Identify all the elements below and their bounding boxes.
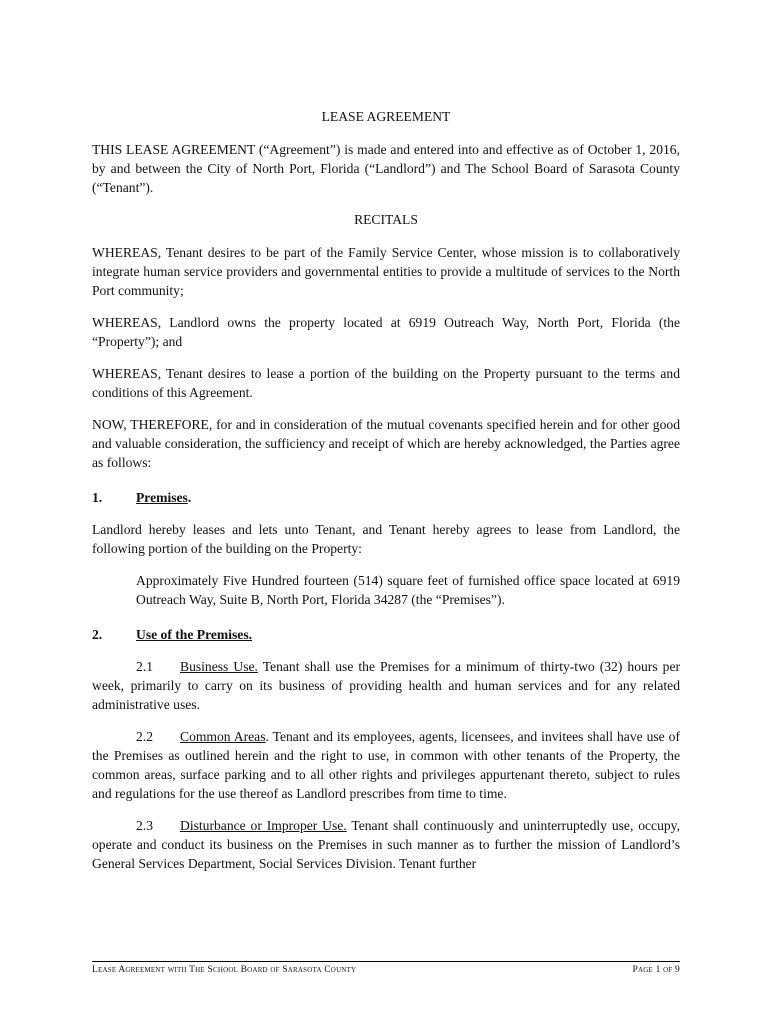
subsection-2-2-title: Common Areas xyxy=(180,729,266,744)
footer-page-number: Page 1 of 9 xyxy=(632,965,680,975)
document-title: LEASE AGREEMENT xyxy=(321,109,451,124)
subsection-2-3 xyxy=(92,816,680,873)
subsection-2-3-number: 2.3 xyxy=(136,818,153,833)
subsection-2-1-body: Tenant shall use the Premises for a minimum of thirty-two (32) hours per week, primarily to carry on its business of providing health and human services and for any related administrative uses. xyxy=(92,659,681,712)
footer-document-title: Lease Agreement with The School Board of Sarasota County xyxy=(92,965,357,975)
subsection-2-2-number: 2.2 xyxy=(136,729,153,744)
subsection-2-3-body: Tenant shall continuously and uninterruptedly use, occupy, operate and conduct its business on the Premises in such manner as to further the mission of Landlord’s General Services Department, Social Services Division. Tenant further xyxy=(92,818,680,871)
premises-description-block: Approximately Five Hundred fourteen (514) square feet of furnished office space located at 6919 Outreach Way, Suite B, North Port, Florida 34287 (the “Premises”). xyxy=(136,573,680,607)
section-2-heading xyxy=(92,625,680,644)
subsection-2-2 xyxy=(92,727,680,803)
section-2-title: Use of the Premises. xyxy=(136,627,253,642)
section-1-number: 1. xyxy=(92,490,103,505)
whereas-paragraph-3: WHEREAS, Tenant desires to lease a portion of the building on the Property pursuant to the terms and conditions of this Agreement. xyxy=(92,366,680,400)
intro-paragraph: THIS LEASE AGREEMENT (“Agreement”) is made and entered into and effective as of October 1, 2016, by and between the City of North Port, Florida (“Landlord”) and The School Board of Sarasota County (“Tenant”). xyxy=(92,142,680,195)
subsection-2-3-title: Disturbance or Improper Use. xyxy=(180,818,347,833)
recitals-heading: RECITALS xyxy=(354,212,418,227)
whereas-paragraph-1: WHEREAS, Tenant desires to be part of the Family Service Center, whose mission is to collaboratively integrate human service providers and governmental entities to provide a multitude of services to the North Port community; xyxy=(92,245,680,298)
section-1-title-suffix: . xyxy=(187,490,192,505)
subsection-2-2-body: . Tenant and its employees, agents, licensees, and invitees shall have use of the Premises as outlined herein and the right to use, in common with other tenants of the Property, the common areas, surface parking and to all other rights and privileges appurtenant thereto, subject to rules and regulations for the use thereof as Landlord prescribes from time to time. xyxy=(92,729,680,801)
section-1-heading xyxy=(92,488,680,507)
now-therefore-paragraph: NOW, THEREFORE, for and in consideration of the mutual covenants specified herein and for other good and valuable consideration, the sufficiency and receipt of which are hereby acknowledged, the Parties agree as follows: xyxy=(92,417,680,470)
whereas-paragraph-2: WHEREAS, Landlord owns the property located at 6919 Outreach Way, North Port, Florida (the “Property”); and xyxy=(92,315,680,349)
page-footer xyxy=(92,961,680,975)
section-1-title: Premises xyxy=(136,490,188,505)
subsection-2-1-title: Business Use. xyxy=(180,659,258,674)
document-body xyxy=(92,107,680,886)
section-2-number: 2. xyxy=(92,627,103,642)
section-1-body: Landlord hereby leases and lets unto Tenant, and Tenant hereby agrees to lease from Landlord, the following portion of the building on the Property: xyxy=(92,522,680,556)
subsection-2-1 xyxy=(92,657,680,714)
subsection-2-1-number: 2.1 xyxy=(136,659,153,674)
